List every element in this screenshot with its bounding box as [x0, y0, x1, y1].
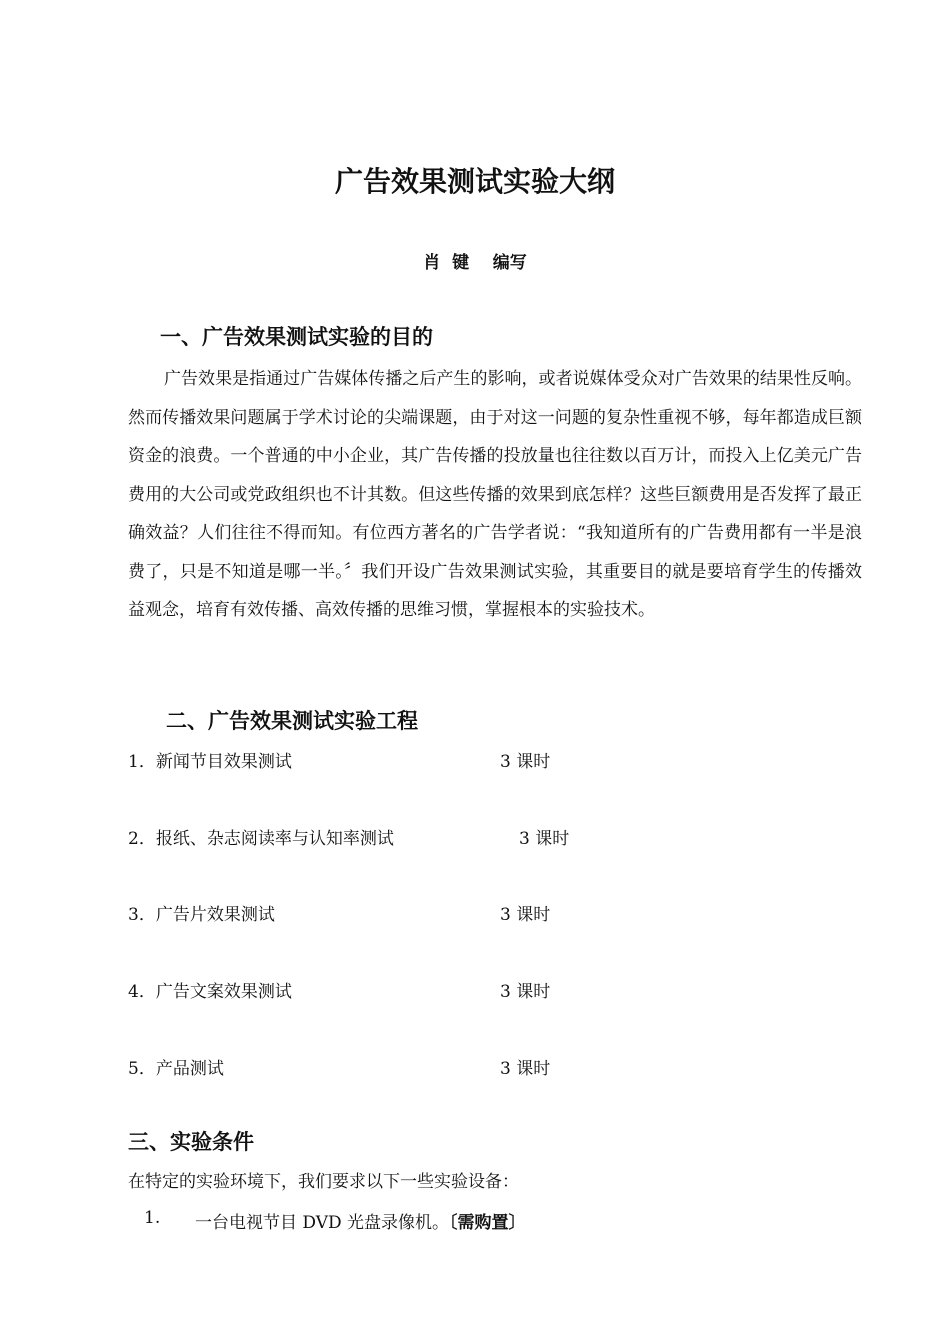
- experiment-item-4: 4．广告文案效果测试: [128, 982, 292, 1002]
- experiment-item-4-hours: 3 课时: [500, 982, 551, 1002]
- section-3-intro: 在特定的实验环境下，我们要求以下一些实验设备：: [128, 1172, 519, 1192]
- section-1-heading: 一、广告效果测试实验的目的: [160, 325, 433, 349]
- equipment-item-text: 一台电视节目 DVD 光盘录像机。: [195, 1213, 450, 1233]
- experiment-item-5: 5．产品测试: [128, 1059, 224, 1079]
- section-1-paragraph: 广告效果是指通过广告媒体传播之后产生的影响，或者说媒体受众对广告效果的结果性反响。然而传播效果问题属于学术讨论的尖端课题，由于对这一问题的复杂性重视不够，每年都造成巨额资金的浪费。一个普通的中小企业，其广告传播的投放量也往往数以百万计，而投入上亿美元广告费用的大公司或党政组织也不计其数。但这些传播的效果到底怎样？这些巨额费用是否发挥了最正确效益？人们往往不得而知。有位西方著名的广告学者说：“我知道所有的广告费用都有一半是浪费了，只是不知道是哪一半。〞我们开设广告效果测试实验，其重要目的就是要培育学生的传播效益观念，培育有效传播、高效传播的思维习惯，掌握根本的实验技术。: [128, 369, 862, 620]
- document-author: 肖 键 编写: [423, 253, 527, 273]
- experiment-item-1-hours: 3 课时: [500, 752, 551, 772]
- document-title: 广告效果测试实验大纲: [334, 165, 615, 198]
- experiment-item-2: 2．报纸、杂志阅读率与认知率测试: [128, 829, 394, 849]
- equipment-item: [195, 1208, 526, 1233]
- experiment-item-3-hours: 3 课时: [500, 905, 551, 925]
- section-3-heading: 三、实验条件: [128, 1130, 254, 1154]
- experiment-item-1: 1．新闻节目效果测试: [128, 752, 292, 772]
- experiment-item-5-hours: 3 课时: [500, 1059, 551, 1079]
- experiment-item-3: 3．广告片效果测试: [128, 905, 275, 925]
- experiment-item-2-hours: 3 课时: [519, 829, 570, 849]
- section-2-heading: 二、广告效果测试实验工程: [166, 709, 418, 733]
- equipment-item-note: 〔需购置〕: [449, 1213, 526, 1233]
- equipment-item-number: 1.: [144, 1208, 161, 1228]
